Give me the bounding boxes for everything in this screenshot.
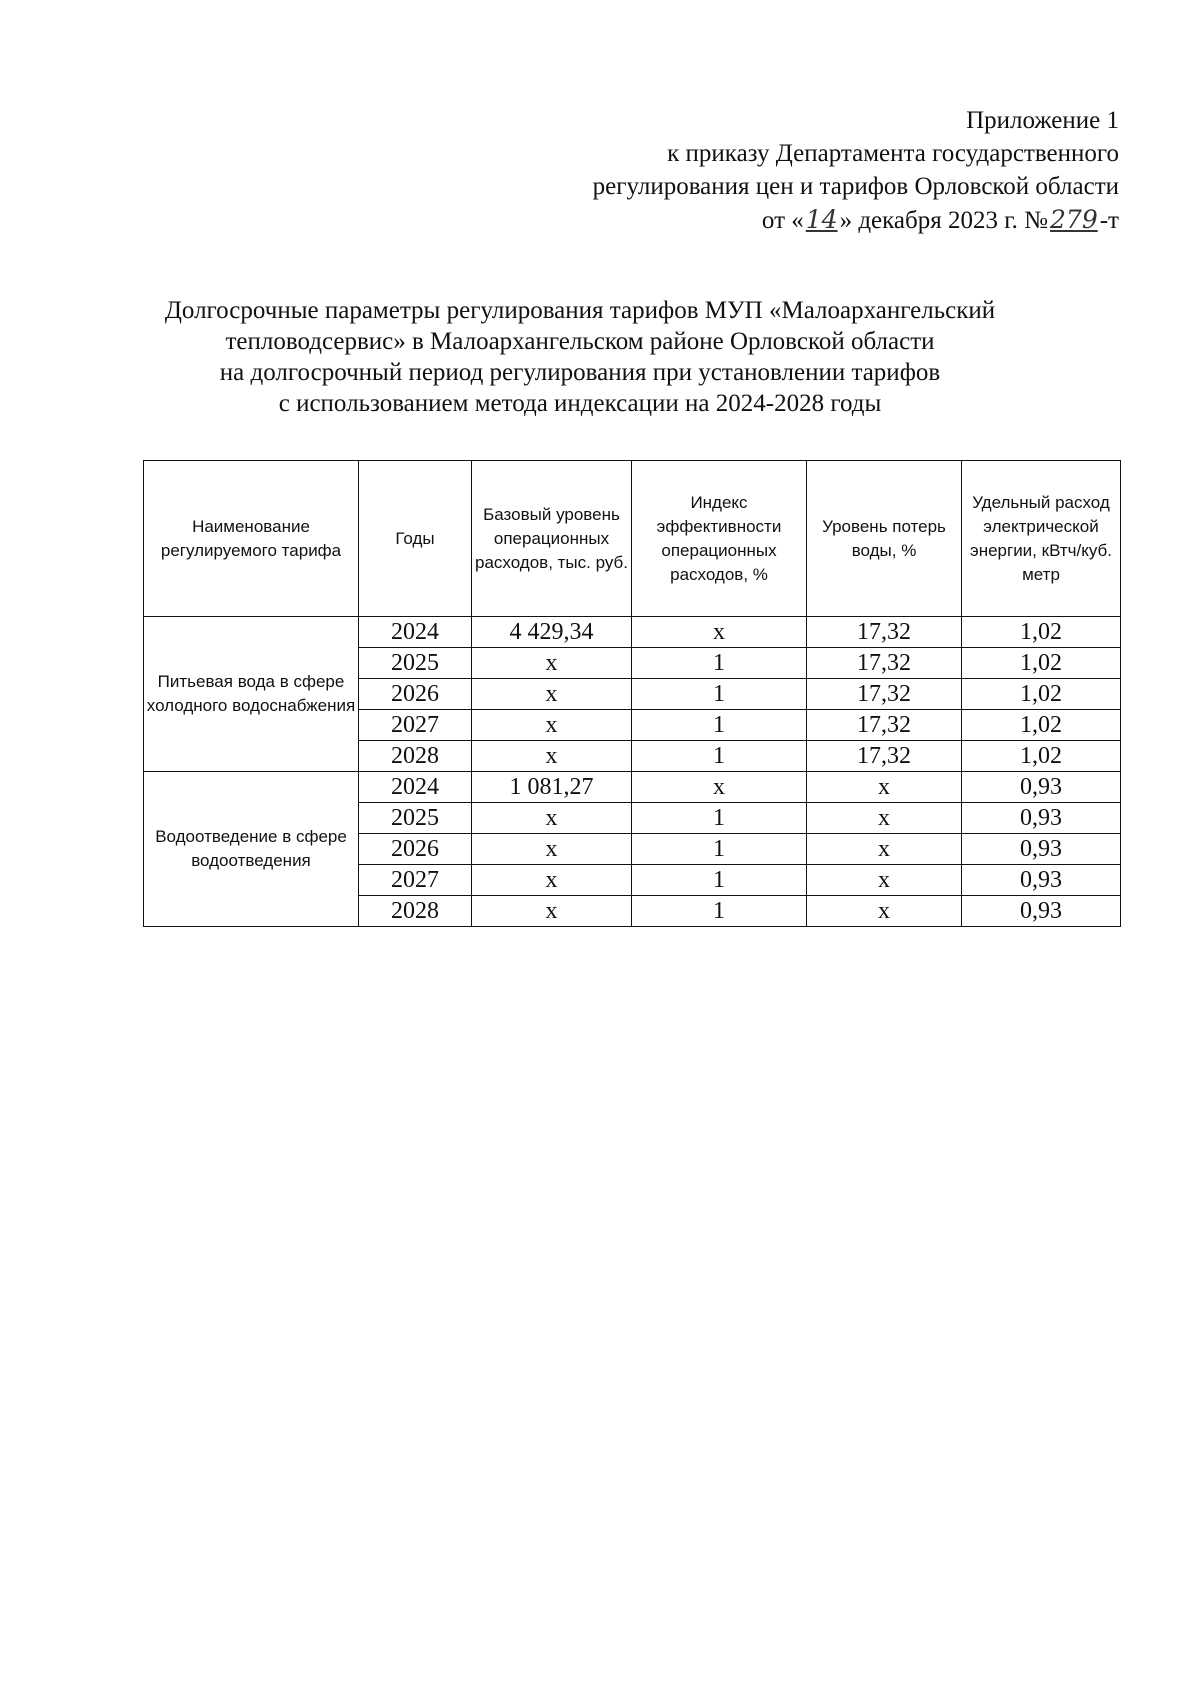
cell-electricity: 1,02 — [962, 617, 1121, 648]
cell-water-loss: 17,32 — [807, 710, 962, 741]
cell-base-opex: х — [472, 741, 632, 772]
cell-efficiency-index: 1 — [632, 679, 807, 710]
cell-electricity: 0,93 — [962, 834, 1121, 865]
cell-efficiency-index: 1 — [632, 896, 807, 927]
header-years: Годы — [359, 461, 472, 617]
cell-water-loss: х — [807, 772, 962, 803]
cell-year: 2028 — [359, 741, 472, 772]
header-efficiency-index: Индекс эффективности операционных расходов, % — [632, 461, 807, 617]
cell-efficiency-index: х — [632, 772, 807, 803]
annex-line-1: Приложение 1 — [966, 107, 1119, 134]
title-line-1: Долгосрочные параметры регулирования тарифов МУП «Малоархангельский — [164, 297, 996, 324]
cell-electricity: 0,93 — [962, 865, 1121, 896]
cell-efficiency-index: 1 — [632, 648, 807, 679]
cell-electricity: 1,02 — [962, 679, 1121, 710]
cell-year: 2025 — [359, 803, 472, 834]
cell-year: 2024 — [359, 772, 472, 803]
cell-year: 2025 — [359, 648, 472, 679]
cell-year: 2026 — [359, 834, 472, 865]
cell-water-loss: х — [807, 896, 962, 927]
cell-electricity: 1,02 — [962, 710, 1121, 741]
cell-efficiency-index: х — [632, 617, 807, 648]
cell-water-loss: 17,32 — [807, 648, 962, 679]
table-header-row — [144, 461, 1121, 617]
cell-base-opex: х — [472, 834, 632, 865]
table-row — [144, 772, 1121, 803]
cell-efficiency-index: 1 — [632, 834, 807, 865]
cell-electricity: 1,02 — [962, 741, 1121, 772]
cell-efficiency-index: 1 — [632, 710, 807, 741]
title-line-4: с использованием метода индексации на 2024-2028 годы — [278, 390, 882, 417]
cell-electricity: 1,02 — [962, 648, 1121, 679]
cell-electricity: 0,93 — [962, 896, 1121, 927]
handwritten-order-number: 279 — [1050, 205, 1098, 234]
header-base-opex: Базовый уровень операционных расходов, тыс. руб. — [472, 461, 632, 617]
annex-header — [593, 104, 1119, 237]
parameters-table — [143, 460, 1121, 927]
cell-efficiency-index: 1 — [632, 741, 807, 772]
cell-year: 2027 — [359, 865, 472, 896]
order-suffix: -т — [1099, 207, 1119, 234]
cell-water-loss: 17,32 — [807, 741, 962, 772]
cell-base-opex: 4 429,34 — [472, 617, 632, 648]
header-water-loss: Уровень потерь воды, % — [807, 461, 962, 617]
annex-line-3: регулирования цен и тарифов Орловской области — [592, 173, 1119, 200]
cell-year: 2027 — [359, 710, 472, 741]
cell-year: 2028 — [359, 896, 472, 927]
cell-base-opex: х — [472, 803, 632, 834]
cell-year: 2024 — [359, 617, 472, 648]
date-prefix: от « — [761, 207, 804, 234]
cell-water-loss: х — [807, 803, 962, 834]
cell-efficiency-index: 1 — [632, 865, 807, 896]
cell-water-loss: 17,32 — [807, 679, 962, 710]
cell-electricity: 0,93 — [962, 803, 1121, 834]
cell-year: 2026 — [359, 679, 472, 710]
cell-base-opex: х — [472, 648, 632, 679]
title-line-2: тепловодсервис» в Малоархангельском районе Орловской области — [225, 328, 935, 355]
cell-water-loss: х — [807, 834, 962, 865]
cell-tariff-name: Водоотведение в сфере водоотведения — [144, 772, 359, 927]
cell-electricity: 0,93 — [962, 772, 1121, 803]
cell-water-loss: 17,32 — [807, 617, 962, 648]
annex-date-line — [593, 203, 1119, 237]
header-tariff-name: Наименование регулируемого тарифа — [144, 461, 359, 617]
header-electricity-consumption: Удельный расход электрической энергии, кВтч/куб. метр — [962, 461, 1121, 617]
cell-tariff-name: Питьевая вода в сфере холодного водоснабжения — [144, 617, 359, 772]
table-body — [144, 617, 1121, 927]
cell-base-opex: 1 081,27 — [472, 772, 632, 803]
date-middle: » декабря 2023 г. № — [839, 207, 1049, 234]
cell-base-opex: х — [472, 865, 632, 896]
document-title — [0, 295, 1160, 419]
cell-water-loss: х — [807, 865, 962, 896]
cell-base-opex: х — [472, 679, 632, 710]
annex-line-2: к приказу Департамента государственного — [667, 140, 1119, 167]
cell-base-opex: х — [472, 896, 632, 927]
cell-base-opex: х — [472, 710, 632, 741]
title-line-3: на долгосрочный период регулирования при установлении тарифов — [219, 359, 941, 386]
handwritten-day: 14 — [805, 205, 838, 234]
cell-efficiency-index: 1 — [632, 803, 807, 834]
table-row — [144, 617, 1121, 648]
